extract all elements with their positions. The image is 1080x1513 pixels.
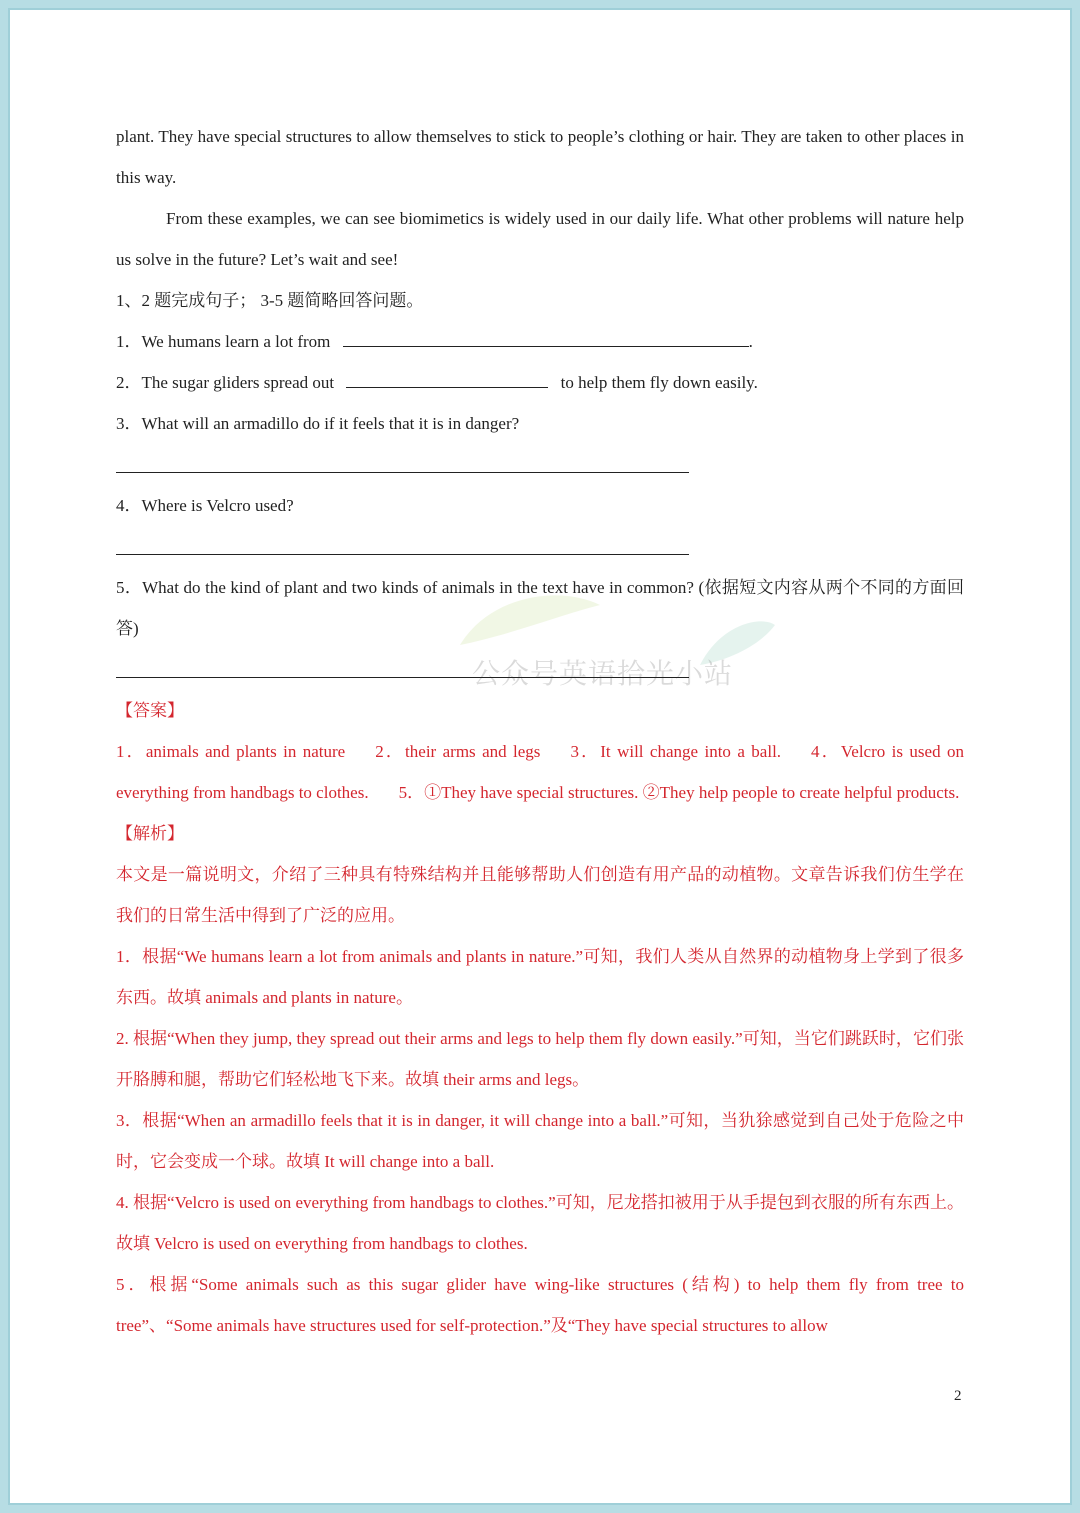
- question-2-text: 2．The sugar gliders spread out: [116, 373, 335, 392]
- question-2-blank[interactable]: [346, 367, 548, 388]
- question-4-answer-line[interactable]: [116, 526, 964, 567]
- question-1-blank[interactable]: [343, 326, 749, 347]
- analysis-intro: 本文是一篇说明文，介绍了三种具有特殊结构并且能够帮助人们创造有用产品的动植物。文章告诉我们仿生学在我们的日常生活中得到了广泛的应用。: [116, 865, 964, 925]
- question-4: 4．Where is Velcro used?: [116, 496, 294, 515]
- answer-heading: 【答案】: [116, 701, 184, 720]
- page-number: 2: [954, 1388, 962, 1404]
- question-3: 3．What will an armadillo do if it feels that it is in danger?: [116, 414, 520, 433]
- question-2: [116, 362, 964, 403]
- answer-list: [116, 731, 964, 813]
- analysis-4: 4. 根据“Velcro is used on everything from handbags to clothes.”可知，尼龙搭扣被用于从手提包到衣服的所有东西上。故填 Velcro is used on everything from handbags to clothes.: [116, 1193, 964, 1253]
- analysis-2: 2. 根据“When they jump, they spread out their arms and legs to help them fly down easily.”可知，当它们跳跃时，它们张开胳膊和腿，帮助它们轻松地飞下来。故填 their arms and legs。: [116, 1029, 964, 1089]
- analysis-3: 3．根据“When an armadillo feels that it is in danger, it will change into a ball.”可知，当犰狳感觉到自己处于危险之中时，它会变成一个球。故填 It will change into a ball.: [116, 1111, 964, 1171]
- answer-3: 3．It will change into a ball.: [570, 742, 782, 761]
- question-5: 5．What do the kind of plant and two kinds of animals in the text have in common? (依据短文内容从两个不同的方面回答): [116, 578, 964, 638]
- question-2-suffix: to help them fly down easily.: [560, 373, 758, 392]
- analysis-5: 5．根据“Some animals such as this sugar glider have wing-like structures (结构) to help them fly from tree to tree”、“Some animals have structures used for self-protection.”及“They have special structures to allow: [116, 1275, 964, 1335]
- answer-4: 4．Velcro is used on everything from handbags to clothes.: [116, 742, 964, 802]
- passage-paragraph-2: From these examples, we can see biomimetics is widely used in our daily life. What other problems will nature help us solve in the future? Let’s wait and see!: [116, 209, 964, 269]
- analysis-heading: 【解析】: [116, 824, 184, 843]
- passage-paragraph-1: plant. They have special structures to allow themselves to stick to people’s clothing or hair. They are taken to other places in this way.: [116, 127, 964, 187]
- instructions: 1、2 题完成句子； 3-5 题简略回答问题。: [116, 291, 424, 310]
- answer-5: 5．①They have special structures. ②They help people to create helpful products.: [398, 783, 960, 802]
- question-1-text: 1．We humans learn a lot from: [116, 332, 331, 351]
- question-1: [116, 321, 964, 362]
- answer-1: 1．animals and plants in nature: [116, 742, 346, 761]
- question-5-answer-line[interactable]: [116, 649, 964, 690]
- document-body: [116, 116, 964, 1346]
- question-1-suffix: .: [748, 332, 753, 351]
- watermark-text: 公众号英语拾光小站: [472, 657, 734, 690]
- question-3-answer-line[interactable]: [116, 444, 964, 485]
- answer-2: 2．their arms and legs: [375, 742, 541, 761]
- analysis-1: 1．根据“We humans learn a lot from animals and plants in nature.”可知，我们人类从自然界的动植物身上学到了很多东西。故填 animals and plants in nature。: [116, 947, 964, 1007]
